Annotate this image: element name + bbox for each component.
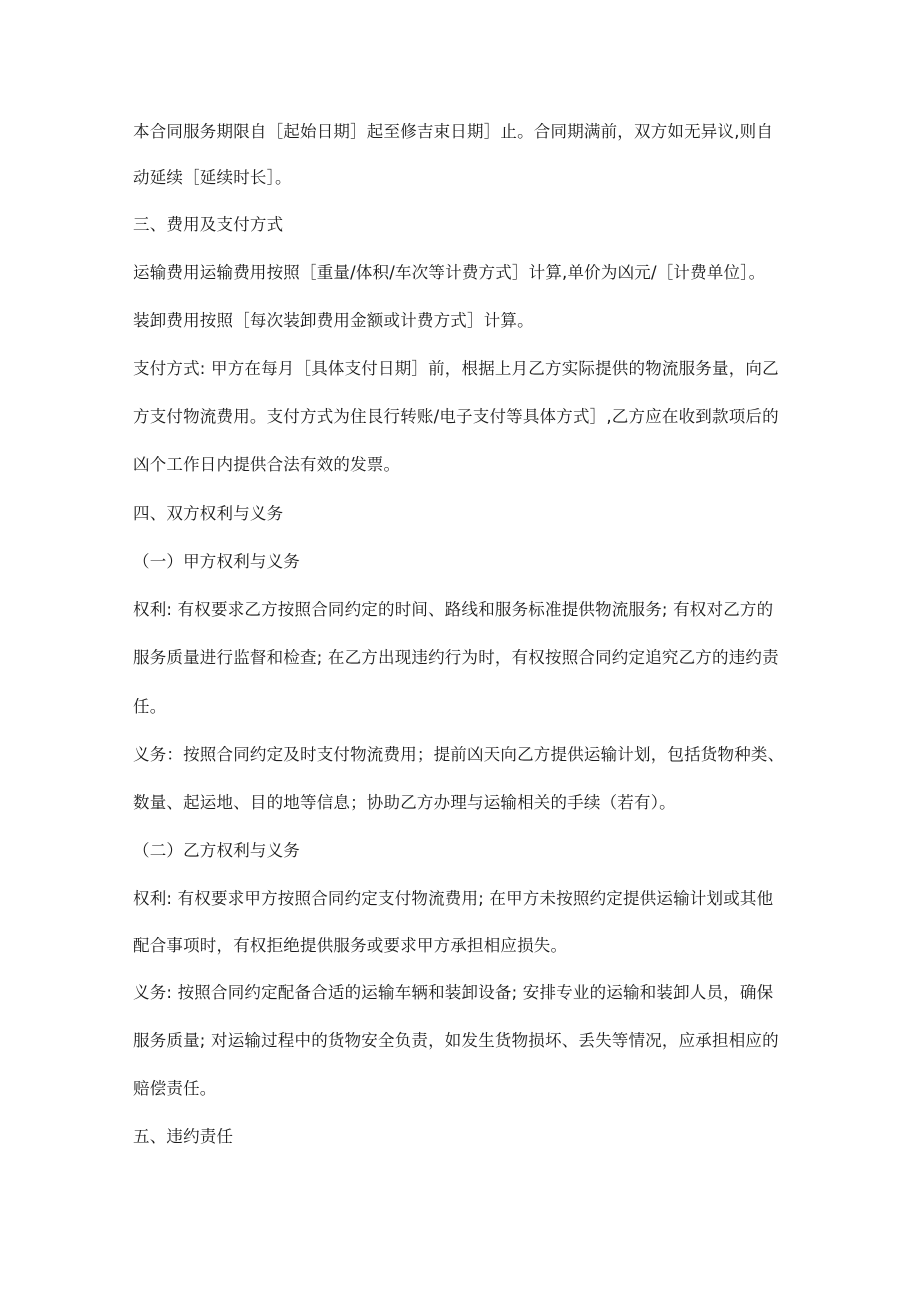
paragraph-line: 本合同服务期限自［起始日期］起至修吉束日期］止。合同期满前，双方如无异议,则自 xyxy=(133,122,774,141)
paragraph-line: 支付方式: 甲方在每月［具体支付日期］前，根据上月乙方实际提供的物流服务量，向乙 xyxy=(133,359,779,378)
paragraph-line: 动延续［延续时长］。 xyxy=(133,168,292,187)
paragraph-line: 义务：按照合同约定及时支付物流费用；提前凶天向乙方提供运输计划，包括货物种类、 xyxy=(133,745,785,764)
paragraph-line: 凶个工作日内提供合法有效的发票。 xyxy=(133,455,401,474)
paragraph-line: 方支付物流费用。支付方式为住艮行转账/电子支付等具体方式］,乙方应在收到款项后的 xyxy=(133,407,779,426)
paragraph-line: 义务: 按照合同约定配备合适的运输车辆和装卸设备; 安排专业的运输和装卸人员，确保 xyxy=(133,983,774,1002)
paragraph-line: 赔偿责任。 xyxy=(133,1079,217,1098)
paragraph-line: 任。 xyxy=(133,697,167,716)
section-heading: 四、双方权利与义务 xyxy=(133,504,284,523)
paragraph-line: 数量、起运地、目的地等信息；协助乙方办理与运输相关的手续（若有）。 xyxy=(133,793,676,812)
paragraph-line: 服务质量; 对运输过程中的货物安全负责，如发生货物损坏、丢失等情况，应承担相应的 xyxy=(133,1031,779,1050)
subsection-heading: （二）乙方权利与义务 xyxy=(133,841,300,860)
section-heading: 五、违约责任 xyxy=(133,1127,234,1146)
paragraph-line: 权利: 有权要求甲方按照合同约定支付物流费用; 在甲方未按照约定提供运输计划或其他 xyxy=(133,889,774,908)
paragraph-line: 配合事项时，有权拒绝提供服务或要求甲方承担相应损失。 xyxy=(133,936,568,955)
paragraph-line: 服务质量进行监督和检查; 在乙方出现违约行为时，有权按照合同约定追究乙方的违约责 xyxy=(133,648,779,667)
paragraph-line: 运输费用运输费用按照［重量/体积/车次等计费方式］计算,单价为凶元/［计费单位］。 xyxy=(133,263,766,282)
paragraph-line: 装卸费用按照［每次装卸费用金额或计费方式］计算。 xyxy=(133,311,534,330)
paragraph-line: 权利: 有权要求乙方按照合同约定的时间、路线和服务标准提供物流服务; 有权对乙方的 xyxy=(133,600,774,619)
section-heading: 三、费用及支付方式 xyxy=(133,215,284,234)
subsection-heading: （一）甲方权利与义务 xyxy=(133,552,300,571)
